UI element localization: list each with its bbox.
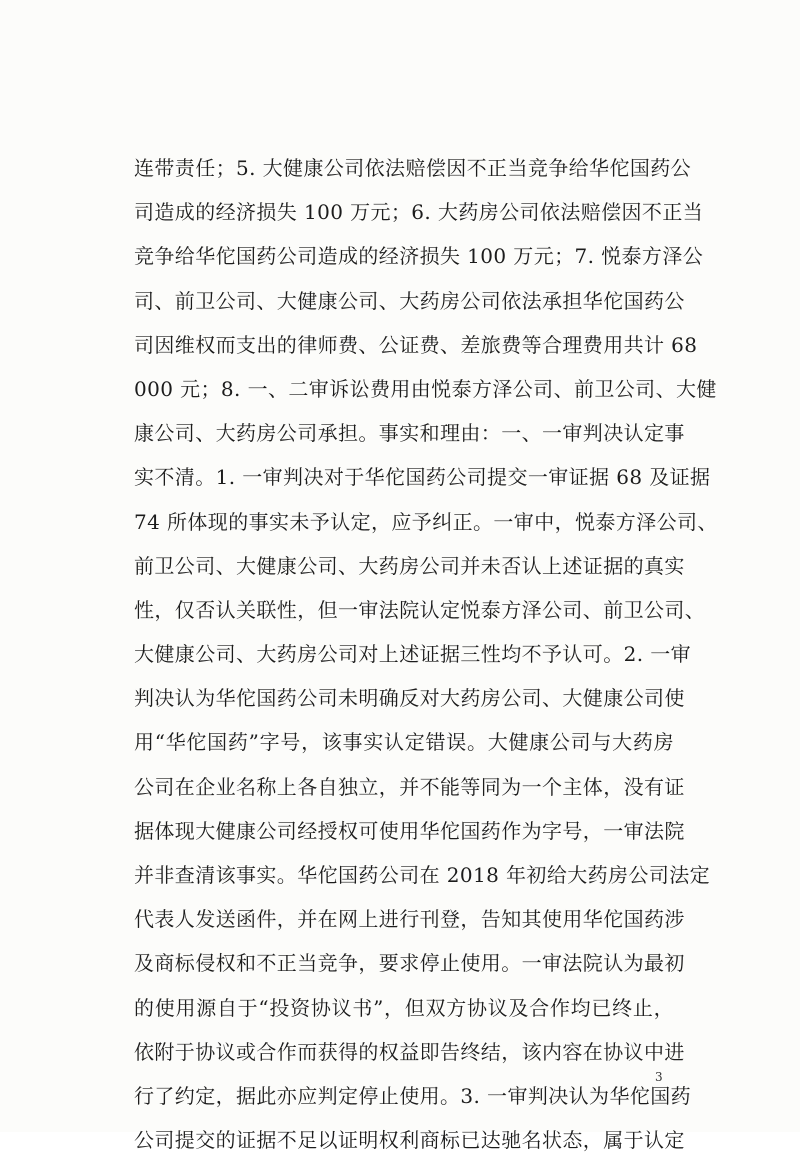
text-line: 判决认为华佗国药公司未明确反对大药房公司、大健康公司使 [134, 686, 685, 711]
text-line: 前卫公司、大健康公司、大药房公司并未否认上述证据的真实 [134, 553, 685, 578]
text-line: 公司在企业名称上各自独立，并不能等同为一个主体，没有证 [134, 774, 685, 799]
text-line: 大健康公司、大药房公司对上述证据三性均不予认可。2. 一审 [134, 642, 692, 667]
text-line: 的使用源自于“投资协议书”，但双方协议及合作均已终止， [134, 995, 674, 1020]
text-line: 公司提交的证据不足以证明权利商标已达驰名状态，属于认定 [134, 1128, 685, 1153]
text-line: 司造成的经济损失 100 万元；6. 大药房公司依法赔偿因不正当 [134, 200, 704, 225]
text-line: 行了约定，据此亦应判定停止使用。3. 一审判决认为华佗国药 [134, 1083, 692, 1108]
text-line: 司因维权而支出的律师费、公证费、差旅费等合理费用共计 68 [134, 332, 698, 357]
text-line: 性，仅否认关联性，但一审法院认定悦泰方泽公司、前卫公司、 [134, 597, 706, 622]
text-line: 连带责任；5. 大健康公司依法赔偿因不正当竞争给华佗国药公 [134, 156, 692, 180]
text-line: 000 元；8. 一、二审诉讼费用由悦泰方泽公司、前卫公司、大健 [134, 376, 717, 401]
text-line: 康公司、大药房公司承担。事实和理由：一、一审判决认定事 [134, 421, 685, 446]
text-line: 竞争给华佗国药公司造成的经济损失 100 万元；7. 悦泰方泽公 [134, 244, 704, 269]
text-line: 代表人发送函件，并在网上进行刊登，告知其使用华佗国药涉 [134, 907, 685, 932]
body-text [134, 146, 718, 1162]
text-line: 实不清。1. 一审判决对于华佗国药公司提交一审证据 68 及证据 [134, 465, 711, 490]
text-line: 据体现大健康公司经授权可使用华佗国药作为字号，一审法院 [134, 818, 685, 843]
text-line: 司、前卫公司、大健康公司、大药房公司依法承担华佗国药公 [134, 288, 685, 313]
text-line: 用“华佗国药”字号，该事实认定错误。大健康公司与大药房 [134, 730, 674, 755]
text-line: 74 所体现的事实未予认定，应予纠正。一审中，悦泰方泽公司、 [134, 509, 718, 534]
text-line: 及商标侵权和不正当竞争，要求停止使用。一审法院认为最初 [134, 951, 685, 976]
text-line: 依附于协议或合作而获得的权益即告终结，该内容在协议中进 [134, 1039, 685, 1064]
page-number: 3 [655, 1070, 663, 1084]
text-line: 并非查清该事实。华佗国药公司在 2018 年初给大药房公司法定 [134, 863, 711, 887]
